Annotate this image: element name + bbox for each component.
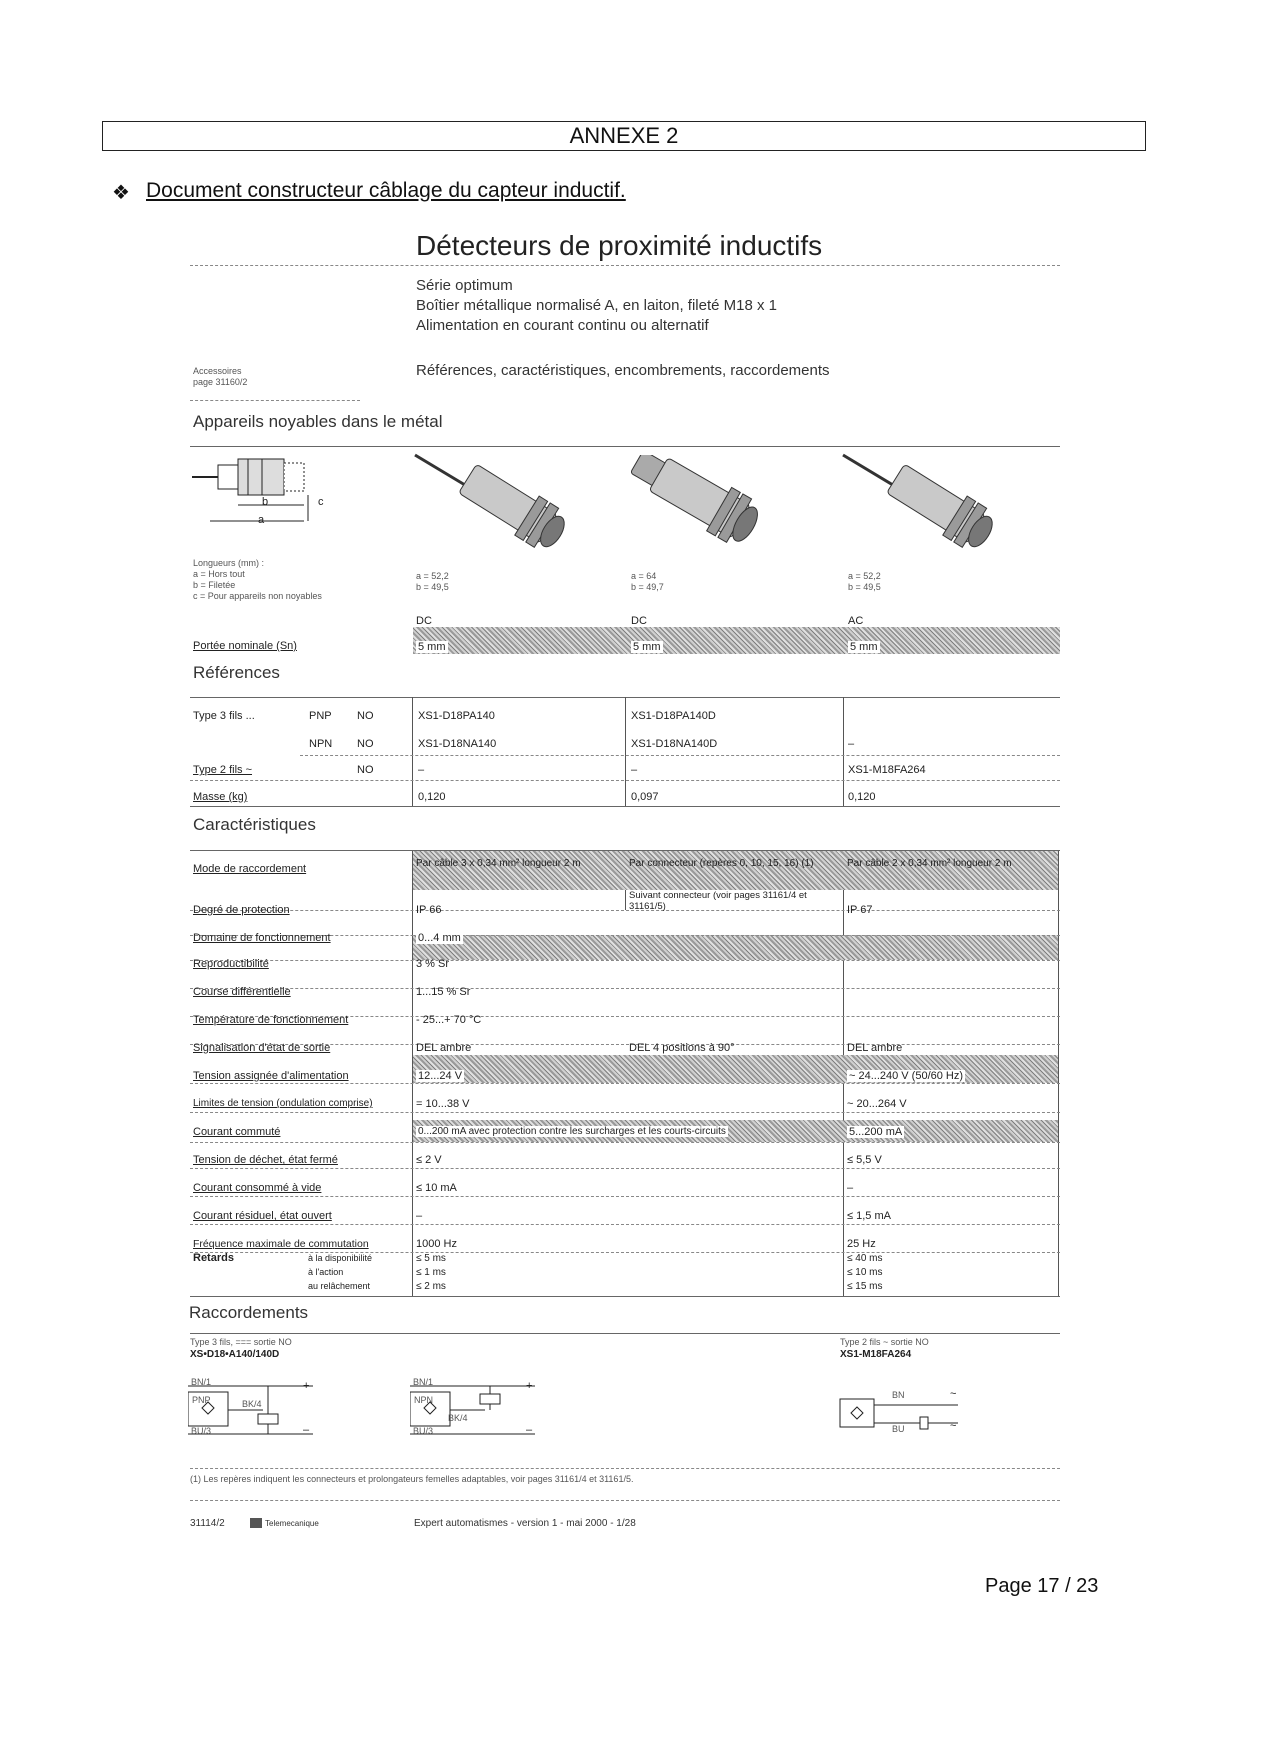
- col-divider: [843, 697, 844, 807]
- dim-c-label: c: [318, 496, 324, 508]
- carac-value: Par câble 3 x 0,34 mm² longueur 2 m: [416, 858, 581, 869]
- portee-band: [413, 627, 1060, 654]
- retards-value: ≤ 1 ms: [416, 1267, 446, 1278]
- page-title: Détecteurs de proximité inductifs: [416, 230, 823, 261]
- dim-a: a = 52,2: [416, 571, 449, 581]
- divider: [190, 400, 360, 401]
- product-2-type: DC: [631, 615, 647, 627]
- brand-logo-icon: [250, 1518, 262, 1528]
- carac-value: DEL 4 positions à 90°: [629, 1042, 735, 1054]
- plus-sign: +: [303, 1380, 310, 1392]
- dim-b: b = 49,7: [631, 582, 664, 592]
- ref-value: –: [631, 764, 638, 776]
- dim-b: b = 49,5: [416, 582, 449, 592]
- row-line: [190, 1168, 1060, 1169]
- portee-value: 5 mm: [633, 641, 661, 653]
- wire-bu: BU: [892, 1424, 905, 1434]
- wire-bn: BN: [892, 1390, 905, 1400]
- ref-value: –: [848, 738, 855, 750]
- minus-sign: –: [303, 1424, 310, 1436]
- carac-value: - 25...+ 70 °C: [416, 1014, 482, 1026]
- carac-value: –: [847, 1182, 854, 1194]
- masse-value: 0,120: [418, 791, 446, 803]
- carac-value: 1000 Hz: [416, 1238, 457, 1250]
- retards-value: ≤ 2 ms: [416, 1281, 446, 1292]
- col-divider: [412, 697, 413, 807]
- portee-value: 5 mm: [850, 641, 878, 653]
- carac-value: 0...200 mA avec protection contre les surcharges et les courts-circuits: [418, 1126, 726, 1137]
- footnote: (1) Les repères indiquent les connecteurs et prolongateurs femelles adaptables, voir pages 31161/4 et 31161/5.: [190, 1474, 634, 1484]
- dim-a-label: a: [258, 514, 265, 526]
- wire-bn: BN/1: [413, 1377, 434, 1387]
- document-title: Document constructeur câblage du capteur inductif.: [146, 179, 626, 202]
- carac-table: [190, 850, 1060, 1296]
- carac-value: 3 % Sr: [416, 958, 450, 970]
- carac-label: Course différentielle: [193, 986, 291, 998]
- retards-value: ≤ 15 ms: [847, 1281, 883, 1292]
- row-line: [190, 988, 1060, 989]
- carac-label: Degré de protection: [193, 904, 290, 916]
- carac-value: IP 67: [847, 904, 873, 916]
- ref-value: –: [418, 764, 425, 776]
- carac-value: 1...15 % Sr: [416, 986, 471, 998]
- ref-type3: Type 3 fils ...: [193, 710, 255, 722]
- carac-label: Mode de raccordement: [193, 863, 307, 875]
- npn-label: NPN: [414, 1395, 434, 1405]
- divider: [190, 265, 1060, 266]
- ref-no: NO: [357, 738, 374, 750]
- carac-label: Reproductibilité: [193, 958, 269, 970]
- carac-value: ≤ 5,5 V: [847, 1154, 882, 1166]
- retards-sub: à l'action: [308, 1267, 344, 1277]
- dim-b-label: b: [262, 496, 269, 508]
- references-line: Références, caractéristiques, encombrements, raccordements: [416, 362, 830, 379]
- row-line: [190, 1296, 1060, 1297]
- portee-value: 5 mm: [418, 641, 446, 653]
- shade-mode: [413, 850, 1058, 890]
- col-divider: [1058, 850, 1059, 1296]
- row-line: [190, 960, 1060, 961]
- divider: [190, 780, 1060, 781]
- racc-right-title: Type 2 fils ~ sortie NO: [840, 1337, 929, 1347]
- ac-symbol: ~: [950, 1420, 957, 1432]
- bullet-icon: ❖: [112, 182, 130, 204]
- plus-sign: +: [526, 1380, 533, 1392]
- subtitle-line: Alimentation en courant continu ou alternatif: [416, 317, 709, 334]
- ref-masse: Masse (kg): [193, 791, 248, 803]
- subtitle-block: [416, 276, 777, 336]
- carac-label: Domaine de fonctionnement: [193, 932, 331, 944]
- carac-label: Fréquence maximale de commutation: [193, 1238, 369, 1250]
- carac-value: ~ 20...264 V: [847, 1098, 907, 1110]
- retards-value: ≤ 40 ms: [847, 1253, 883, 1264]
- carac-value: Par connecteur (repères 0, 10, 15, 16) (1): [629, 858, 814, 869]
- col-divider: [625, 697, 626, 807]
- section-references: Références: [193, 663, 280, 682]
- divider: [190, 446, 1060, 447]
- subtitle-line: Boîtier métallique normalisé A, en laiton, fileté M18 x 1: [416, 297, 778, 314]
- retards-sub: au relâchement: [308, 1281, 371, 1291]
- carac-value: DEL ambre: [847, 1042, 903, 1054]
- divider: [300, 755, 1060, 756]
- carac-value: DEL ambre: [416, 1042, 472, 1054]
- wire-bk: BK/4: [242, 1399, 262, 1409]
- footer-brand: Telemecanique: [265, 1519, 319, 1528]
- carac-value: ≤ 2 V: [416, 1154, 442, 1166]
- dim-a: a = 52,2: [848, 571, 881, 581]
- accessories-note: [193, 366, 247, 388]
- wire-bn: BN/1: [191, 1377, 212, 1387]
- dims-b-def: b = Filetée: [193, 580, 236, 590]
- carac-value: –: [416, 1210, 423, 1222]
- carac-value: ≤ 10 mA: [416, 1182, 457, 1194]
- product-3-dims: [848, 571, 881, 593]
- divider: [190, 1500, 1060, 1501]
- dim-a: a = 64: [631, 571, 657, 581]
- product-1-type: DC: [416, 615, 432, 627]
- retards-label: Retards: [193, 1252, 234, 1264]
- retards-sub: à la disponibilité: [308, 1253, 373, 1263]
- divider: [190, 806, 1060, 807]
- footer-center: Expert automatismes - version 1 - mai 2000 - 1/28: [414, 1518, 636, 1529]
- annexe-header: ANNEXE 2: [102, 121, 1146, 151]
- product-1-dims: [416, 571, 449, 593]
- masse-value: 0,097: [631, 791, 659, 803]
- product-3-type: AC: [848, 615, 864, 627]
- dims-c-def: c = Pour appareils non noyables: [193, 591, 322, 601]
- ref-type2: Type 2 fils ~: [193, 764, 253, 776]
- carac-label: Courant consommé à vide: [193, 1182, 322, 1194]
- wire-bk: BK/4: [448, 1413, 468, 1423]
- row-line: [190, 1196, 1060, 1197]
- ref-npn: NPN: [309, 738, 333, 750]
- masse-value: 0,120: [848, 791, 876, 803]
- accessories-page: page 31160/2: [193, 377, 248, 387]
- carac-value: 0...4 mm: [418, 932, 461, 944]
- carac-label: Tension de déchet, état fermé: [193, 1154, 338, 1166]
- carac-label: Température de fonctionnement: [193, 1014, 349, 1026]
- carac-value: IP 66: [416, 904, 442, 916]
- section-caracteristiques: Caractéristiques: [193, 815, 316, 834]
- carac-label: Courant commuté: [193, 1126, 281, 1138]
- sensor-ac-image: [838, 450, 1018, 555]
- row-line: [190, 1083, 1060, 1084]
- row-line: [190, 910, 1060, 911]
- accessories-label: Accessoires: [193, 366, 242, 376]
- row-line: [190, 1224, 1060, 1225]
- dims-a-def: a = Hors tout: [193, 569, 245, 579]
- wire-bu: BU/3: [191, 1426, 212, 1436]
- shade-domaine: [413, 935, 1058, 960]
- carac-label: Signalisation d'état de sortie: [193, 1042, 331, 1054]
- carac-value: ≤ 1,5 mA: [847, 1210, 891, 1222]
- ref-no: NO: [357, 764, 374, 776]
- carac-value: 12...24 V: [418, 1070, 463, 1082]
- carac-value: Par câble 2 x 0,34 mm² longueur 2 m: [847, 858, 1012, 869]
- ref-no: NO: [357, 710, 374, 722]
- section-raccordements: Raccordements: [189, 1303, 309, 1322]
- dims-title: Longueurs (mm) :: [193, 558, 265, 568]
- ref-value: XS1-D18PA140: [418, 710, 495, 722]
- retards-value: ≤ 10 ms: [847, 1267, 883, 1278]
- carac-label: Tension assignée d'alimentation: [193, 1070, 349, 1082]
- ref-pnp: PNP: [309, 710, 332, 722]
- carac-value: = 10...38 V: [416, 1098, 470, 1110]
- ref-value: XS1-D18PA140D: [631, 710, 716, 722]
- ac-symbol: ~: [950, 1388, 957, 1400]
- carac-label: Limites de tension (ondulation comprise): [193, 1098, 373, 1109]
- racc-right-ref: XS1-M18FA264: [840, 1349, 912, 1360]
- row-line: [190, 1112, 1060, 1113]
- page-number: Page 17 / 23: [985, 1575, 1099, 1597]
- carac-value: ~ 24...240 V (50/60 Hz): [849, 1070, 964, 1082]
- portee-label: Portée nominale (Sn): [193, 640, 297, 652]
- carac-label: Courant résiduel, état ouvert: [193, 1210, 332, 1222]
- dimension-drawing: [190, 455, 340, 535]
- ref-value: XS1-D18NA140D: [631, 738, 718, 750]
- retards-value: ≤ 5 ms: [416, 1253, 446, 1264]
- racc-left-ref: XS•D18•A140/140D: [190, 1349, 280, 1360]
- footer-code: 31114/2: [190, 1518, 225, 1529]
- product-2-dims: [631, 571, 664, 593]
- ref-value: XS1-M18FA264: [848, 764, 926, 776]
- racc-left-title: Type 3 fils, === sortie NO: [190, 1337, 292, 1347]
- sensor-connector-image: [620, 455, 790, 560]
- dims-legend: [193, 558, 322, 602]
- dim-b: b = 49,5: [848, 582, 881, 592]
- row-line: [190, 1142, 1060, 1143]
- wire-bu: BU/3: [413, 1426, 434, 1436]
- minus-sign: –: [526, 1424, 533, 1436]
- ref-value: XS1-D18NA140: [418, 738, 497, 750]
- pnp-label: PNP: [192, 1395, 211, 1405]
- subtitle-line: Série optimum: [416, 277, 513, 294]
- row-line: [190, 850, 1060, 851]
- sensor-cable-image: [410, 450, 590, 555]
- section-appareils: Appareils noyables dans le métal: [193, 412, 443, 431]
- divider: [190, 1333, 1060, 1334]
- divider: [190, 1468, 1060, 1469]
- carac-value: Suivant connecteur (voir pages 31161/4 et 31161/5): [629, 890, 807, 912]
- carac-value: 25 Hz: [847, 1238, 876, 1250]
- carac-value: 5...200 mA: [849, 1126, 903, 1138]
